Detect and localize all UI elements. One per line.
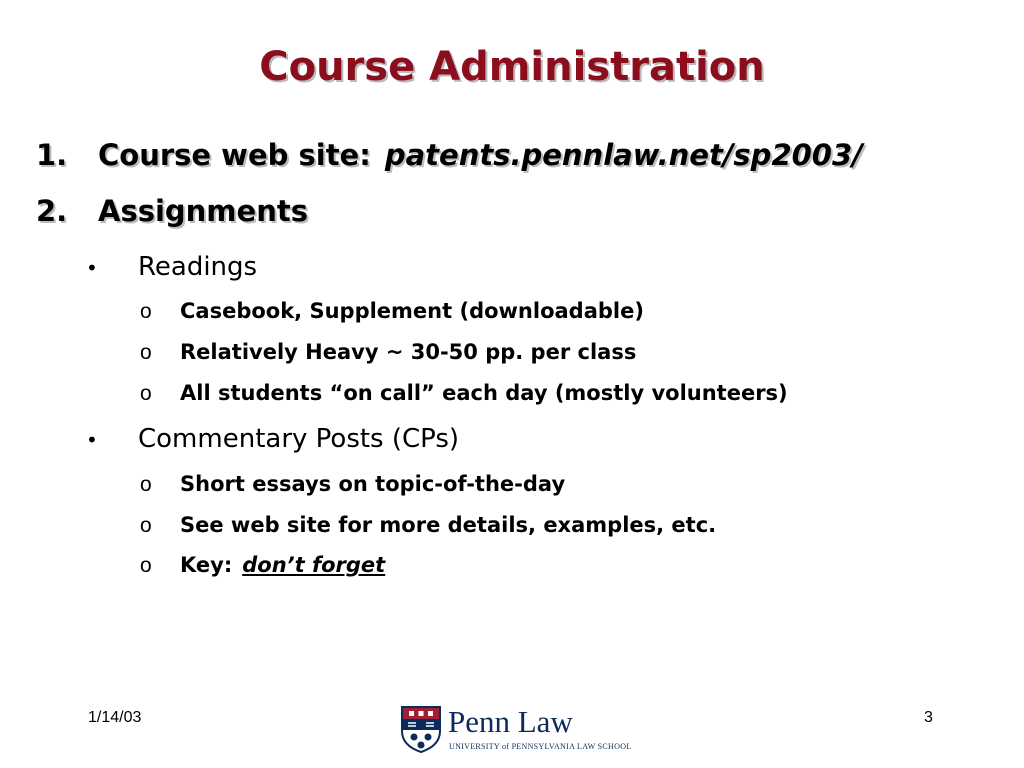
item-label: Course web site: xyxy=(98,138,371,172)
item-label: Assignments xyxy=(98,194,308,228)
footer-date: 1/14/03 xyxy=(88,709,142,726)
sub-item-text: All students “on call” each day (mostly volunteers) xyxy=(180,381,788,405)
logo-name: Penn Law xyxy=(448,704,573,739)
emphasis-text: don’t forget xyxy=(242,553,386,577)
penn-law-logo xyxy=(400,704,632,754)
numbered-item-course-web-site xyxy=(36,138,863,172)
sub-item xyxy=(140,299,644,324)
slide-title: Course Administration xyxy=(259,44,765,90)
bullet-marker: • xyxy=(86,256,98,280)
bullet-commentary-posts xyxy=(86,424,459,454)
page-number: 3 xyxy=(924,709,933,726)
penn-shield-icon xyxy=(400,705,442,753)
sub-marker: o xyxy=(140,473,152,496)
sub-marker: o xyxy=(140,341,152,364)
sub-item-text: Short essays on topic-of-the-day xyxy=(180,472,566,496)
sub-item xyxy=(140,553,385,578)
sub-item xyxy=(140,381,788,406)
course-url-link[interactable]: patents.pennlaw.net/sp2003/ xyxy=(384,138,863,172)
sub-marker: o xyxy=(140,514,152,537)
sub-marker: o xyxy=(140,300,152,323)
sub-item-text: Casebook, Supplement (downloadable) xyxy=(180,299,644,323)
bullet-readings xyxy=(86,252,257,282)
numbered-item-assignments xyxy=(36,194,308,228)
sub-marker: o xyxy=(140,554,152,577)
item-number: 2. xyxy=(36,194,68,228)
bullet-marker: • xyxy=(86,428,98,452)
sub-marker: o xyxy=(140,382,152,405)
sub-item-text: Relatively Heavy ~ 30-50 pp. per class xyxy=(180,340,637,364)
sub-item-text: Key: xyxy=(180,553,233,577)
sub-item xyxy=(140,472,565,497)
item-number: 1. xyxy=(36,138,68,172)
sub-item-text: See web site for more details, examples, etc. xyxy=(180,513,717,537)
sub-item xyxy=(140,513,716,538)
sub-item xyxy=(140,340,636,365)
logo-subtitle: UNIVERSITY of PENNSYLVANIA LAW SCHOOL xyxy=(449,742,632,751)
bullet-label: Commentary Posts (CPs) xyxy=(138,424,460,454)
bullet-label: Readings xyxy=(138,252,258,282)
